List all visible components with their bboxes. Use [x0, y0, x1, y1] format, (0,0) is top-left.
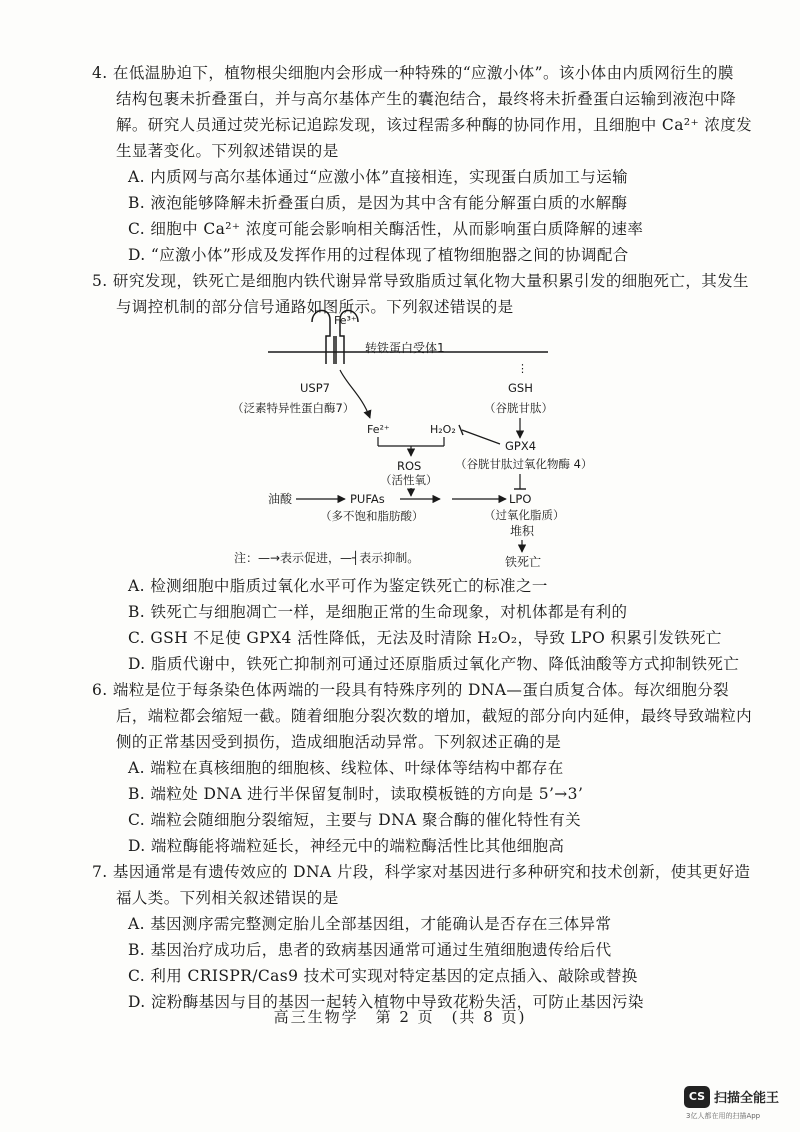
- q7-option-d: D. 淀粉酶基因与目的基因一起转入植物中导致花粉失活，可防止基因污染: [128, 993, 644, 1011]
- gsh-dots: ⋮: [517, 362, 528, 375]
- gpx4-inhibit-h2o2: [462, 430, 500, 444]
- q6-option-c: C. 端粒会随细胞分裂缩短，主要与 DNA 聚合酶的催化特性有关: [128, 811, 582, 829]
- q4-stem-line-1: 4. 在低温胁迫下，植物根尖细胞内会形成一种特殊的“应激小体”。该小体由内质网衍生的膜: [92, 64, 734, 82]
- diagram-note: 注：—→表示促进，—┤表示抑制。: [234, 551, 420, 565]
- page-footer: 高三生物学 第 2 页 (共 8 页): [273, 1008, 527, 1026]
- watermark-app-name: 扫描全能王: [714, 1091, 780, 1106]
- gpx4-label: GPX4: [505, 439, 537, 453]
- ferroptosis-label: 铁死亡: [505, 555, 542, 569]
- accumulation-label: 堆积: [510, 524, 535, 538]
- q4-stem-line-4: 生显著变化。下列叙述错误的是: [116, 142, 339, 160]
- pufas-desc: （多不饱和脂肪酸）: [320, 509, 424, 523]
- q5-option-b: B. 铁死亡与细胞凋亡一样，是细胞正常的生命现象，对机体都是有利的: [128, 603, 628, 621]
- oleic-acid-label: 油酸: [268, 492, 293, 506]
- q4-stem-line-2: 结构包裹未折叠蛋白，并与高尔基体产生的囊泡结合，最终将未折叠蛋白运输到液泡中降: [116, 90, 737, 108]
- q6-option-a: A. 端粒在真核细胞的细胞核、线粒体、叶绿体等结构中都存在: [128, 759, 564, 777]
- fe3-label: Fe³⁺: [334, 314, 357, 327]
- q7-option-a: A. 基因测序需完整测定胎儿全部基因组，才能确认是否存在三体异常: [128, 915, 612, 933]
- q6-stem-line-2: 后，端粒都会缩短一截。随着细胞分裂次数的增加，截短的部分向内延伸，最终导致端粒内: [116, 707, 753, 725]
- q4-stem-line-3: 解。研究人员通过荧光标记追踪发现，该过程需多种酶的协同作用，且细胞中 Ca²⁺ 浓度发: [116, 116, 753, 134]
- h2o2-label: H₂O₂: [430, 423, 456, 436]
- q7-stem-line-1: 7. 基因通常是有遗传效应的 DNA 片段，科学家对基因进行多种研究和技术创新，使其更好造: [92, 863, 751, 881]
- receptor-label: 转铁蛋白受体1: [365, 341, 445, 355]
- q6-stem-line-1: 6. 端粒是位于每条染色体两端的一段具有特殊序列的 DNA—蛋白质复合体。每次细胞分裂: [92, 681, 730, 699]
- ros-label: ROS: [397, 459, 422, 473]
- gsh-label: GSH: [508, 381, 533, 395]
- q5-stem-line-1: 5. 研究发现，铁死亡是细胞内铁代谢异常导致脂质过氧化物大量积累引发的细胞死亡，其发生: [92, 272, 749, 290]
- q7-stem-line-2: 福人类。下列相关叙述错误的是: [116, 889, 339, 907]
- camscanner-logo-icon: CS: [684, 1086, 710, 1108]
- q4-option-a: A. 内质网与高尔基体通过“应激小体”直接相连，实现蛋白质加工与运输: [128, 168, 628, 186]
- q6-stem-line-3: 侧的正常基因受到损伤，造成细胞活动异常。下列叙述正确的是: [116, 733, 562, 751]
- q6-option-b: B. 端粒处 DNA 进行半保留复制时，读取模板链的方向是 5’→3’: [128, 785, 584, 803]
- fe2-label: Fe²⁺: [367, 423, 390, 436]
- q7-option-c: C. 利用 CRISPR/Cas9 技术可实现对特定基因的定点插入、敲除或替换: [128, 967, 638, 985]
- q5-option-c: C. GSH 不足使 GPX4 活性降低，无法及时清除 H₂O₂，导致 LPO 积累引发铁死亡: [128, 629, 722, 647]
- watermark-tagline: 3亿人都在用的扫描App: [686, 1112, 761, 1120]
- scanner-watermark: [684, 1084, 794, 1124]
- lpo-label: LPO: [509, 492, 532, 506]
- q5-stem-line-2: 与调控机制的部分信号通路如图所示。下列叙述错误的是: [116, 298, 514, 316]
- ros-desc: （活性氧）: [380, 473, 438, 487]
- q4-option-d: D. “应激小体”形成及发挥作用的过程体现了植物细胞器之间的协调配合: [128, 246, 629, 264]
- ferroptosis-pathway-diagram: [0, 300, 800, 575]
- q5-option-a: A. 检测细胞中脂质过氧化水平可作为鉴定铁死亡的标准之一: [128, 577, 548, 595]
- gsh-desc: （谷胱甘肽）: [484, 401, 553, 415]
- q7-option-b: B. 基因治疗成功后，患者的致病基因通常可通过生殖细胞遗传给后代: [128, 941, 612, 959]
- q6-option-d: D. 端粒酶能将端粒延长，神经元中的端粒酶活性比其他细胞高: [128, 837, 565, 855]
- pufas-label: PUFAs: [350, 492, 385, 506]
- usp7-label: USP7: [300, 381, 330, 395]
- usp7-desc: （泛素特异性蛋白酶7）: [232, 401, 355, 415]
- q4-option-b: B. 液泡能够降解未折叠蛋白质，是因为其中含有能分解蛋白质的水解酶: [128, 194, 628, 212]
- gpx4-desc: （谷胱甘肽过氧化物酶 4）: [455, 457, 593, 471]
- q4-option-c: C. 细胞中 Ca²⁺ 浓度可能会影响相关酶活性，从而影响蛋白质降解的速率: [128, 220, 644, 238]
- q5-option-d: D. 脂质代谢中，铁死亡抑制剂可通过还原脂质过氧化产物、降低油酸等方式抑制铁死亡: [128, 655, 740, 673]
- lpo-desc: （过氧化脂质）: [484, 508, 565, 522]
